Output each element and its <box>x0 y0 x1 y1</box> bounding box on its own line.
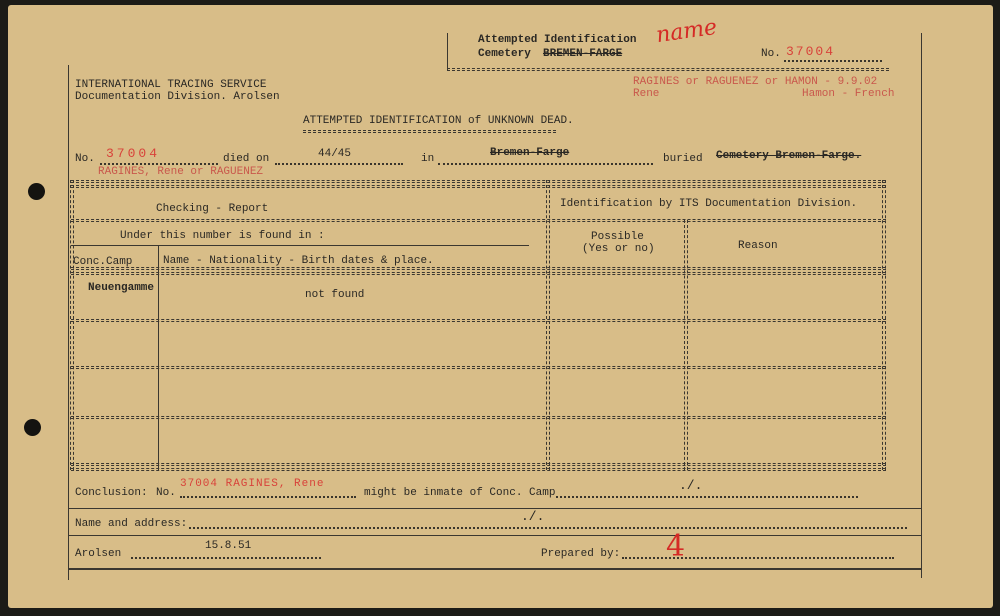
conclusion-label: Conclusion: <box>75 487 148 499</box>
prepared-by-label: Prepared by: <box>541 548 621 560</box>
date-dots <box>131 557 321 559</box>
camp-dots <box>556 496 858 498</box>
conclusion-dots <box>180 496 356 498</box>
table-reason-divider <box>684 220 688 470</box>
under-number-label: Under this number is found in : <box>120 230 325 242</box>
name-address-dots <box>189 527 907 529</box>
red-names-line2-left: Rene <box>633 88 660 100</box>
page-title: ATTEMPTED IDENTIFICATION of UNKNOWN DEAD. <box>303 115 574 127</box>
checking-report-heading: Checking - Report <box>156 203 269 215</box>
prepared-dots <box>622 557 894 559</box>
its-identification-heading: Identification by ITS Documentation Division. <box>560 198 858 210</box>
table-mid-divider <box>546 180 550 470</box>
punch-hole-top <box>28 183 45 200</box>
died-dots <box>275 163 403 165</box>
record-names-line: RAGINES, Rene or RAGUENEZ <box>98 166 264 178</box>
table-camp-divider <box>158 245 159 470</box>
table-bottom-rule <box>71 463 886 466</box>
record-no-label: No. <box>75 153 95 165</box>
handwritten-name: name <box>654 14 719 49</box>
table-header-rule-2 <box>71 272 886 275</box>
under-number-rule <box>71 245 529 246</box>
stamp-line1: Attempted Identification <box>478 34 637 46</box>
table-top-rule <box>71 180 886 183</box>
col-reason-header: Reason <box>738 240 778 252</box>
table-bottom-rule-2 <box>71 468 886 471</box>
conclusion-value: 37004 RAGINES, Rene <box>180 478 325 490</box>
stamp-cemetery-prefix: Cemetery <box>478 48 531 60</box>
bottom-rule <box>68 568 921 570</box>
might-be-label: might be inmate of Conc. Camp <box>364 487 556 499</box>
col-possible-header-2: (Yes or no) <box>582 243 655 255</box>
stamp-border-right <box>921 33 922 578</box>
buried-value: Cemetery Bremen-Farge. <box>716 150 862 162</box>
table-header-rule <box>71 267 886 270</box>
red-names-line1: RAGINES or RAGUENEZ or HAMON - 9.9.02 <box>633 76 878 88</box>
record-no-dots <box>100 163 218 165</box>
buried-label: buried <box>663 153 703 165</box>
died-label: died on <box>223 153 270 165</box>
date-value: 15.8.51 <box>205 540 252 552</box>
row-rule-1 <box>71 319 886 322</box>
table-heading-rule <box>71 219 886 222</box>
stamp-border-bottom <box>447 68 889 71</box>
row1-camp: Neuengamme <box>88 282 155 294</box>
name-address-rule <box>68 535 921 536</box>
in-label: in <box>421 153 435 165</box>
org-line1: INTERNATIONAL TRACING SERVICE <box>75 79 267 91</box>
conclusion-rule <box>68 508 921 509</box>
col-camp-header: Conc.Camp <box>73 256 133 268</box>
stamp-cemetery-value: BREMEN-FARGE <box>543 48 623 60</box>
camp-value: ./. <box>679 478 703 493</box>
record-card <box>8 5 993 608</box>
stamp-no-dots <box>784 60 882 62</box>
name-address-value: ./. <box>521 509 545 524</box>
died-value: 44/45 <box>318 148 352 160</box>
col-possible-header-1: Possible <box>591 231 644 243</box>
row-rule-2 <box>71 366 886 369</box>
row-rule-3 <box>71 416 886 419</box>
table-top-rule-2 <box>71 185 886 188</box>
row1-details: not found <box>305 289 365 301</box>
red-names-line2-right: Hamon - French <box>802 88 895 100</box>
prepared-by-mark: 4 <box>666 529 686 564</box>
punch-hole-bottom <box>24 419 41 436</box>
title-underline <box>303 130 556 133</box>
table-right-border <box>882 180 886 470</box>
table-left-border <box>70 180 74 470</box>
arolsen-label: Arolsen <box>75 548 122 560</box>
stamp-border-left <box>447 33 448 70</box>
col-details-header: Name - Nationality - Birth dates & place. <box>163 255 434 267</box>
stamp-no-value: 37004 <box>786 44 836 59</box>
record-no-value: 37004 <box>106 146 161 161</box>
stamp-no-label: No. <box>761 48 781 60</box>
place-dots <box>438 163 653 165</box>
org-line2: Documentation Division. Arolsen <box>75 91 280 103</box>
place-value: Bremen-Farge <box>490 147 570 159</box>
margin-rule <box>68 65 69 580</box>
conclusion-no-label: No. <box>156 487 176 499</box>
name-address-label: Name and address: <box>75 518 188 530</box>
